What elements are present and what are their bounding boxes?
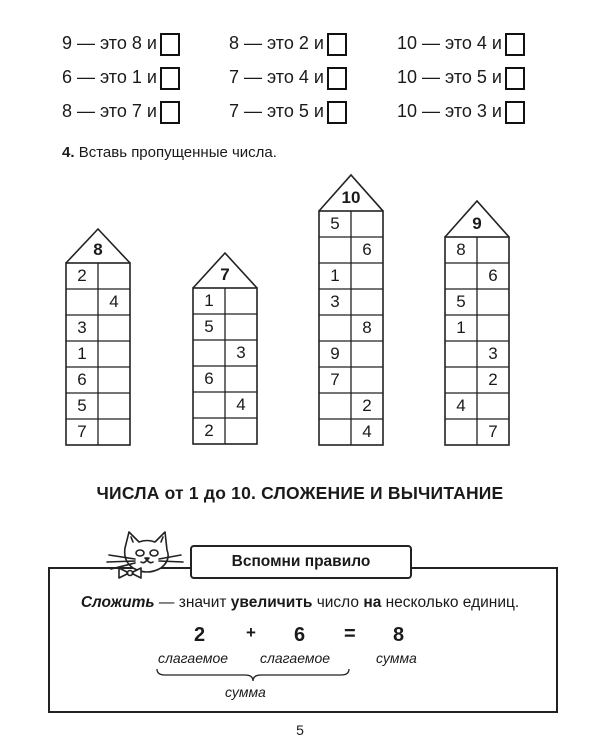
house-cell-empty[interactable] — [351, 263, 383, 289]
house-cell-empty[interactable] — [225, 314, 257, 340]
cat-icon — [95, 528, 187, 580]
house-cell-empty[interactable] — [193, 392, 225, 418]
house-cell-number: 3 — [330, 292, 340, 311]
answer-box[interactable] — [160, 101, 180, 124]
house-cell-number: 1 — [456, 318, 466, 337]
house-cell-number: 3 — [488, 344, 498, 363]
house-cell-number: 8 — [362, 318, 372, 337]
house-cell-empty[interactable] — [445, 367, 477, 393]
answer-box[interactable] — [505, 101, 525, 124]
addend-a: 2 — [194, 624, 206, 646]
house-cell-empty[interactable] — [98, 263, 130, 289]
house-cell-empty[interactable] — [477, 315, 509, 341]
equals-sign: = — [344, 623, 356, 645]
house-cell-empty[interactable] — [225, 366, 257, 392]
house-cell-number: 7 — [330, 370, 340, 389]
equation: 6 — это 1 и — [62, 65, 180, 90]
house-cell-number: 5 — [204, 317, 214, 336]
house-cell-number: 4 — [456, 396, 466, 415]
answer-box[interactable] — [327, 33, 347, 56]
house-cell-empty[interactable] — [445, 419, 477, 445]
house-cell-number: 2 — [204, 421, 214, 440]
number-house — [192, 252, 258, 450]
number-house — [444, 200, 510, 451]
equation: 7 — это 4 и — [229, 65, 347, 90]
house-cell-empty[interactable] — [351, 341, 383, 367]
equation: 10 — это 3 и — [397, 99, 525, 124]
equation: 10 — это 4 и — [397, 31, 525, 56]
house-cell-number: 6 — [204, 369, 214, 388]
house-cell-number: 4 — [109, 292, 119, 311]
equation: 9 — это 8 и — [62, 31, 180, 56]
house-cell-number: 5 — [456, 292, 466, 311]
house-cell-empty[interactable] — [225, 418, 257, 444]
house-cell-number: 1 — [330, 266, 340, 285]
house-roof-number: 10 — [341, 188, 361, 207]
equation: 10 — это 5 и — [397, 65, 525, 90]
section-heading: ЧИСЛА от 1 до 10. СЛОЖЕНИЕ И ВЫЧИТАНИЕ — [96, 483, 504, 503]
house-cell-empty[interactable] — [98, 419, 130, 445]
label-addend-a: слагаемое — [158, 650, 229, 666]
house-cell-empty[interactable] — [351, 211, 383, 237]
house-cell-number: 3 — [77, 318, 87, 337]
addend-b: 6 — [294, 624, 306, 646]
house-cell-number: 1 — [204, 291, 214, 310]
answer-box[interactable] — [505, 33, 525, 56]
sum-value: 8 — [393, 624, 405, 646]
label-sum-bottom: сумма — [225, 684, 266, 700]
house-cell-empty[interactable] — [477, 237, 509, 263]
house-cell-empty[interactable] — [319, 237, 351, 263]
house-cell-number: 2 — [488, 370, 498, 389]
house-cell-number: 7 — [488, 422, 498, 441]
label-addend-b: слагаемое — [260, 650, 331, 666]
house-cell-empty[interactable] — [193, 340, 225, 366]
house-cell-empty[interactable] — [445, 263, 477, 289]
house-roof-number: 7 — [220, 265, 230, 284]
house-cell-number: 7 — [77, 422, 87, 441]
answer-box[interactable] — [160, 33, 180, 56]
house-cell-empty[interactable] — [98, 315, 130, 341]
house-cell-empty[interactable] — [445, 341, 477, 367]
house-cell-number: 2 — [362, 396, 372, 415]
answer-box[interactable] — [327, 101, 347, 124]
house-cell-number: 3 — [236, 343, 246, 362]
house-cell-number: 4 — [362, 422, 372, 441]
equation: 8 — это 7 и — [62, 99, 180, 124]
house-cell-empty[interactable] — [98, 341, 130, 367]
house-cell-number: 5 — [77, 396, 87, 415]
house-cell-number: 2 — [77, 266, 87, 285]
house-cell-empty[interactable] — [319, 419, 351, 445]
house-cell-number: 6 — [77, 370, 87, 389]
number-house — [65, 228, 131, 451]
house-cell-number: 8 — [456, 240, 466, 259]
house-roof-number: 8 — [93, 240, 103, 259]
house-cell-empty[interactable] — [477, 393, 509, 419]
house-cell-number: 1 — [77, 344, 87, 363]
house-cell-empty[interactable] — [351, 289, 383, 315]
house-cell-empty[interactable] — [225, 288, 257, 314]
house-cell-empty[interactable] — [477, 289, 509, 315]
rule-text: Сложить — значит увеличить число на несколько единиц. — [80, 594, 520, 611]
house-cell-number: 9 — [330, 344, 340, 363]
house-roof-number: 9 — [472, 214, 482, 233]
answer-box[interactable] — [327, 67, 347, 90]
equation: 7 — это 5 и — [229, 99, 347, 124]
house-cell-empty[interactable] — [351, 367, 383, 393]
house-cell-empty[interactable] — [98, 367, 130, 393]
house-cell-empty[interactable] — [98, 393, 130, 419]
equation: 8 — это 2 и — [229, 31, 347, 56]
label-sum: сумма — [376, 650, 417, 666]
house-cell-number: 5 — [330, 214, 340, 233]
house-cell-number: 6 — [488, 266, 498, 285]
page-number: 5 — [296, 722, 304, 738]
house-cell-number: 6 — [362, 240, 372, 259]
answer-box[interactable] — [160, 67, 180, 90]
rule-title: Вспомни правило — [190, 545, 412, 579]
house-cell-empty[interactable] — [66, 289, 98, 315]
plus-sign: + — [246, 623, 256, 642]
answer-box[interactable] — [505, 67, 525, 90]
house-cell-number: 4 — [236, 395, 246, 414]
house-cell-empty[interactable] — [319, 393, 351, 419]
number-house — [318, 174, 384, 451]
house-cell-empty[interactable] — [319, 315, 351, 341]
task-4-instruction: 4. Вставь пропущенные числа. — [62, 144, 277, 161]
